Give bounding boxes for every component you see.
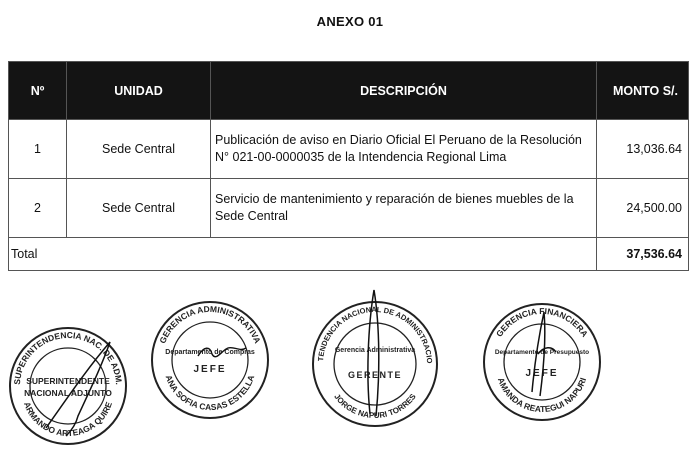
table-row (9, 120, 689, 179)
stamp-ring-text: GERENCIA ADMINISTRATIVA (157, 303, 263, 345)
stamp-ring-text: AMANDA REATEGUI NAPURI (495, 376, 589, 415)
stamp-gerente (305, 279, 443, 426)
stamp-center-text: Gerencia Administrativa (334, 347, 416, 354)
total-row (9, 238, 689, 271)
row-description (211, 120, 597, 179)
table-row (9, 179, 689, 238)
stamp-ring-text: GERENCIA FINANCIERA (493, 305, 591, 339)
stamp-compras (148, 298, 273, 423)
stamp-center-text: JEFE (525, 368, 559, 379)
row-number: 2 (9, 179, 67, 238)
stamp-center-text: SUPERINTENDENTE (26, 376, 110, 386)
row-unit: Sede Central (67, 120, 211, 179)
stamp-center-text: Departamento de Compras (165, 349, 255, 356)
stamps-area (0, 280, 700, 449)
row-description (211, 179, 597, 238)
stamp-ring-text: ARMANDO ARTEAGA QUIRE (21, 400, 115, 439)
stamp-ring-text: SUPERINTENDENCIA NAC. DE ADM. (11, 329, 124, 386)
stamp-center-text: GERENTE (347, 370, 403, 380)
table-header-row (9, 62, 689, 120)
description-line: Servicio de mantenimiento y reparación de bienes muebles de la (215, 192, 574, 206)
total-label: Total (9, 238, 597, 271)
header-number: Nº (9, 62, 67, 120)
page-title: ANEXO 01 (316, 14, 384, 29)
stamp-center-text: NACIONAL ADJUNTO (24, 388, 112, 398)
stamp-ring-text: JORGE NAPURI TORRES (332, 392, 418, 421)
row-amount: 13,036.64 (597, 120, 689, 179)
header-unit: UNIDAD (67, 62, 211, 120)
expense-table (8, 61, 689, 271)
stamp-ring-text: INTENDENCIA NACIONAL DE ADMINISTRACION (305, 279, 435, 364)
row-unit: Sede Central (67, 179, 211, 238)
header-description: DESCRIPCIÓN (211, 62, 597, 120)
stamp-center-text: JEFE (193, 364, 227, 375)
stamp-center-text: Departamento de Presupuesto (494, 349, 590, 356)
stamp-superintendente (6, 320, 131, 445)
row-number: 1 (9, 120, 67, 179)
description-line: Publicación de aviso en Diario Oficial El Peruano de la Resolución (215, 133, 582, 147)
total-amount: 37,536.64 (597, 238, 689, 271)
stamp-ring-text: ANA SOFIA CASAS ESTELLA (163, 373, 257, 413)
header-amount: MONTO S/. (597, 62, 689, 120)
stamp-presupuesto (480, 300, 605, 425)
row-amount: 24,500.00 (597, 179, 689, 238)
description-line: Sede Central (215, 209, 288, 223)
description-line: N° 021-00-0000035 de la Intendencia Regional Lima (215, 150, 507, 164)
